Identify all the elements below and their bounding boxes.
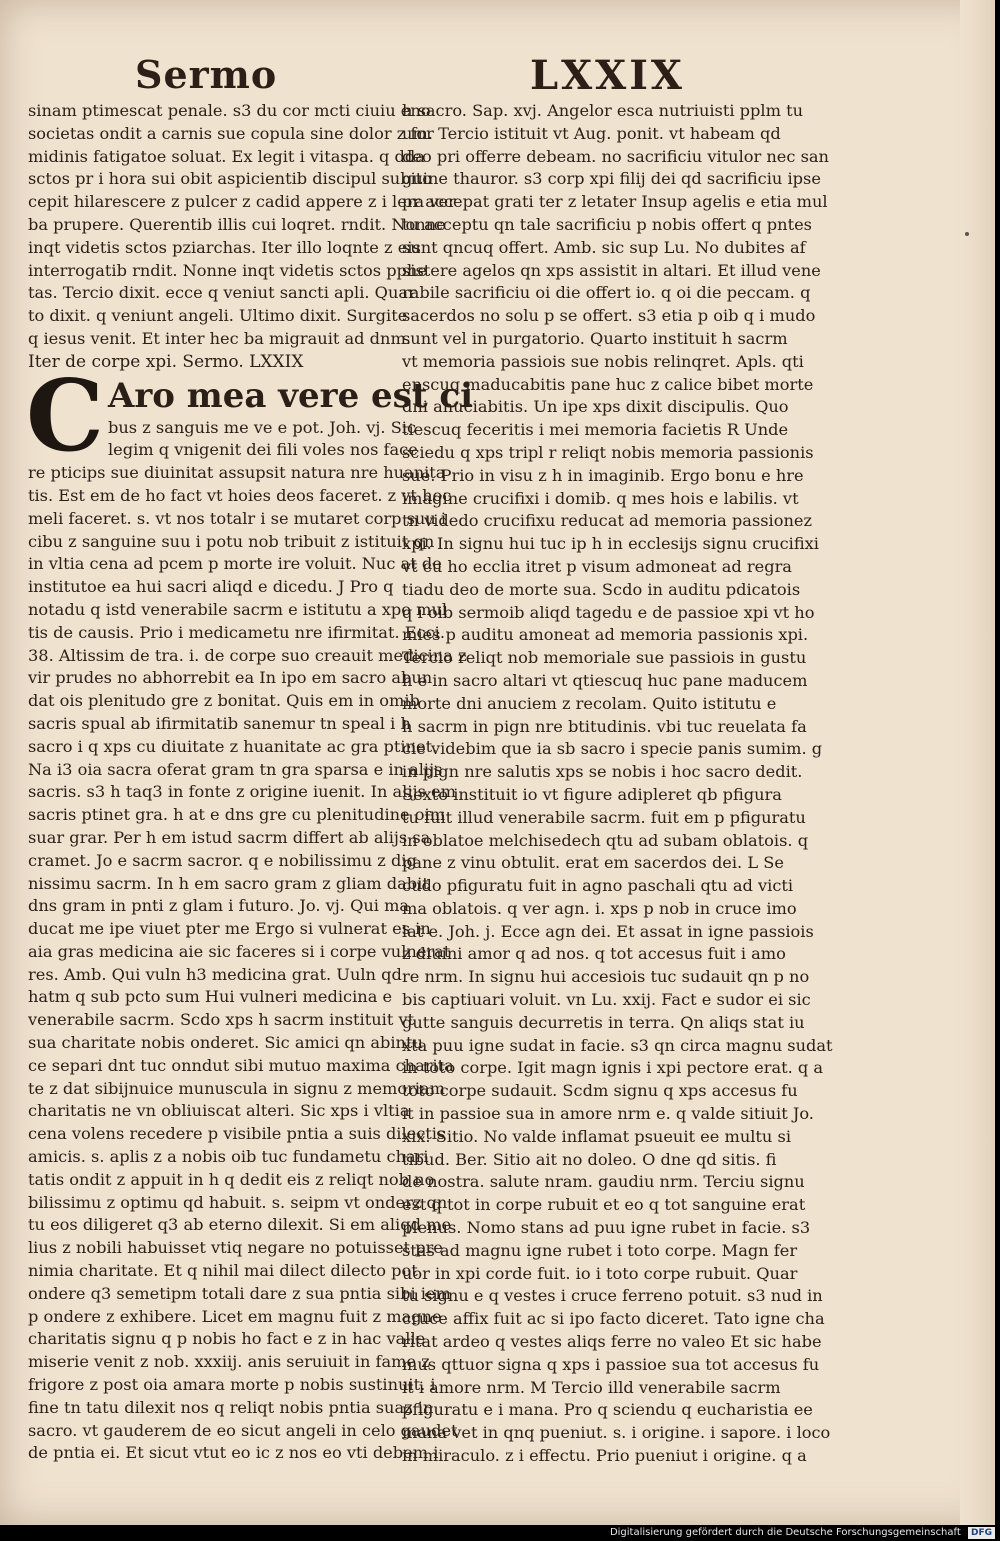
text-line: bis captiuari voluit. vn Lu. xxij. Fact e sudor ei sic	[402, 990, 811, 1010]
text-line: gutte sanguis decurretis in terra. Qn aliqs stat iu	[402, 1012, 805, 1032]
text-line: vt memoria passiois sue nobis relinqret. Apls. qti	[402, 351, 804, 371]
text-line: sacris ptinet gra. h at e dns gre cu plenitudine oim	[28, 805, 446, 825]
text-line: venerabile sacrm. Scdo xps h sacrm instituit vt	[28, 1010, 415, 1030]
text-line: ritat ardeo q vestes aliqs ferre no valeo Et sic habe	[402, 1332, 822, 1352]
running-head-left: Sermo	[135, 52, 278, 97]
text-line: h sacrm in pign nre btitudinis. vbi tuc reuelata fa	[402, 716, 807, 736]
text-line: pane z vinu obtulit. erat em sacerdos dei. L Se	[402, 853, 784, 873]
text-line: sacro i q xps cu diuitate z huanitate ac gra ptinet.	[28, 736, 438, 756]
text-line: charitatis signu q p nobis ho fact e z in hac valle	[28, 1329, 426, 1349]
text-line: societas ondit a carnis sue copula sine dolor z for	[28, 123, 434, 143]
text-line: it i amore nrm. M Tercio illd venerabile sacrm	[402, 1377, 781, 1397]
text-line: sue. Prio in visu z h in imaginib. Ergo bonu e hre	[402, 465, 804, 485]
text-line: pfiguratu e i mana. Pro q sciendu q eucharistia ee	[402, 1400, 813, 1420]
text-line: tu signu e q vestes i cruce ferreno potuit. s3 nud in	[402, 1286, 823, 1306]
text-line: te z dat sibijnuice munuscula in signu z memoriam	[28, 1078, 446, 1098]
page-edge	[960, 0, 995, 1525]
text-line: lius z nobili habuisset vtiq negare no potuisset pre	[28, 1238, 443, 1258]
text-line: toto corpe sudauit. Scdm signu q xps accesus fu	[402, 1081, 798, 1101]
left-text-column	[26, 100, 473, 1465]
text-line: meli faceret. s. vt nos totalr i se mutaret corp suu i	[28, 508, 447, 528]
text-line: nimia charitate. Et q nihil mai dilect dilecto pot	[28, 1261, 418, 1281]
text-line: xpi. In signu hui tuc ip h in ecclesijs signu crucifixi	[402, 534, 819, 554]
text-line: cibu z sanguine suu i potu nob tribuit z istituit qn	[28, 531, 435, 551]
text-line: Sexto instituit io vt figure adipleret qb pfigura	[402, 784, 782, 804]
text-line: nissimu sacrm. In h em sacro gram z gliam dabit	[28, 873, 429, 893]
text-line: rabile sacrificiu oi die offert io. q oi die peccam. q	[402, 283, 811, 303]
text-line: xix. Sitio. No valde inflamat psueuit ee multu si	[402, 1126, 791, 1146]
incipit-text: Aro mea vere est ci	[108, 375, 473, 416]
text-line: re pticips sue diuinitat assupsit natura nre huanita	[28, 463, 446, 483]
sermon-heading: Iter de corpe xpi. Sermo. LXXIX	[28, 351, 304, 372]
text-line: morte dni anuciem z recolam. Quito istitutu e	[402, 693, 777, 713]
text-line: bilissimu z optimu qd habuit. s. seipm vt onderz qn	[28, 1192, 448, 1212]
text-line: ce separi dnt tuc onndut sibi mutuo maxima charita	[28, 1055, 454, 1075]
text-line: vir prudes no abhorrebit ea In ipo em sacro abun	[28, 668, 433, 688]
text-line: in vltia cena ad pcem p morte ire voluit. Nuc at de	[28, 554, 442, 574]
text-line: tatis ondit z appuit in h q dedit eis z reliqt nob no	[28, 1169, 435, 1189]
text-line: sua charitate nobis onderet. Sic amici qn abintu	[28, 1033, 423, 1053]
text-line: p ondere z exhibere. Licet em magnu fuit z magne	[28, 1306, 442, 1326]
text-line: tibud. Ber. Sitio ait no doleo. O dne qd sitis. fi	[402, 1149, 777, 1169]
text-line: q iesus venit. Et inter hec ba migrauit ad dnm.	[28, 328, 411, 348]
text-line: sciedu q xps tripl r reliqt nobis memoria passionis	[402, 442, 814, 462]
text-line: mana vet in qnq pueniut. s. i origine. i sapore. i loco	[402, 1423, 831, 1443]
text-line: h e in sacro altari vt qtiescuq huc pane maducem	[402, 670, 808, 690]
text-line: cramet. Jo e sacrm sacror. q e nobilissimu z dig	[28, 850, 417, 870]
text-line: est q tot in corpe rubuit et eo q tot sanguine erat	[402, 1195, 806, 1215]
folio-number: LXXIX	[530, 52, 685, 99]
text-line: stas ad magnu igne rubet i toto corpe. Magn fer	[402, 1240, 798, 1260]
text-line: enscuq maducabitis pane huc z calice bibet morte	[402, 374, 814, 394]
text-line: vt cu ho ecclia itret p visum admoneat ad regra	[402, 556, 792, 576]
text-line: cepit hilarescere z pulcer z cadid appere z i lera ver	[28, 192, 456, 212]
text-line: tas. Tercio dixit. ecce q veniut sancti apli. Quar	[28, 283, 416, 303]
text-line: charitatis ne vn obliuiscat alteri. Sic xps i vltia	[28, 1101, 410, 1121]
text-line: interrogatib rndit. Nonne inqt videtis sctos pphe	[28, 260, 427, 280]
text-line: hatm q sub pcto sum Hui vulneri medicina e	[28, 987, 393, 1007]
text-line: uor in xpi corde fuit. io i toto corpe rubuit. Quar	[402, 1263, 798, 1283]
text-line: h sacro. Sap. xvj. Angelor esca nutriuisti pplm tu	[402, 101, 804, 120]
text-line: institutoe ea hui sacri aliqd e dicedu. J Pro q	[28, 577, 394, 597]
text-line: tiadu deo de morte sua. Scdo in auditu pdicatois	[402, 579, 801, 599]
text-line: tiescuq feceritis i mei memoria facietis R Unde	[402, 420, 789, 440]
text-line: in pign nre salutis xps se nobis i hoc sacro dedit.	[402, 762, 803, 782]
text-line: tu eos diligeret q3 ab eterno dilexit. Si em aliqd me	[28, 1215, 452, 1235]
text-line: cie videbim que ia sb sacro i specie panis sumim. g	[402, 739, 823, 759]
text-line: in toto corpe. Igit magn ignis i xpi pectore erat. q a	[402, 1058, 824, 1078]
text-line: inqt videtis sctos pziarchas. Iter illo loqnte z eis	[28, 237, 421, 257]
text-line: deo pri offerre debeam. no sacrificiu vitulor nec san	[402, 146, 829, 166]
text-line: legim q vnigenit dei fili voles nos face	[108, 440, 418, 460]
text-line: miserie venit z nob. xxxiij. anis seruiuit in fame z	[28, 1352, 430, 1372]
text-line: guine thauror. s3 corp xpi filij dei qd sacrificiu ipse	[402, 169, 821, 189]
text-line: xta puu igne sudat in facie. s3 qn circa magnu sudat	[402, 1035, 833, 1055]
text-line: notadu q istd venerabile sacrm e istitutu a xpo mul	[28, 599, 448, 619]
text-line: cudo pfiguratu fuit in agno paschali qtu ad victi	[402, 876, 794, 896]
text-line: in oblatoe melchisedech qtu ad subam oblatois. q	[402, 830, 809, 850]
text-line: res. Amb. Qui vuln h3 medicina grat. Uuln qd	[28, 964, 402, 984]
text-line: q i oib sermoib aliqd tagedu e de passioe xpi vt ho	[402, 602, 815, 622]
text-line: tn videdo crucifixu reducat ad memoria passionez	[402, 511, 813, 531]
text-line: bus z sanguis me ve e pot. Joh. vj. Sic	[108, 417, 417, 437]
text-line: amicis. s. aplis z a nobis oib tuc fundametu chari	[28, 1147, 429, 1167]
text-line: suar grar. Per h em istud sacrm differt ab alijs sa	[28, 827, 431, 847]
text-line: Na i3 oia sacra oferat gram tn gra sparsa e in alijs	[28, 759, 443, 779]
text-line: lat e. Joh. j. Ecce agn dei. Et assat in igne passiois	[402, 921, 814, 941]
text-line: ducat me ipe viuet pter me Ergo si vulnerat es in	[28, 919, 431, 939]
text-line: mus qttuor signa q xps i passioe sua tot accesus fu	[402, 1354, 820, 1374]
text-line: plenus. Nomo stans ad puu igne rubet in facie. s3	[402, 1218, 811, 1238]
text-line: dni anuciabitis. Un ipe xps dixit discipulis. Quo	[402, 397, 789, 417]
text-line: it in passioe sua in amore nrm e. q valde sitiuit Jo.	[402, 1104, 814, 1124]
text-line: de nostra. salute nram. gaudiu nrm. Terciu signu	[402, 1172, 805, 1192]
text-line: ondere q3 semetipm totali dare z sua pntia sibi iem	[28, 1283, 451, 1303]
text-line: tu acceptu qn tale sacrificiu p nobis offert q pntes	[402, 214, 812, 234]
text-line: midinis fatigatoe soluat. Ex legit i vitaspa. q dda	[28, 146, 425, 166]
text-line: in miraculo. z i effectu. Prio pueniut i origine. q a	[402, 1446, 807, 1466]
text-line: sistere agelos qn xps assistit in altari. Et illud vene	[402, 260, 821, 280]
text-line: aia gras medicina aie sic faceres si i corpe vulnerat	[28, 941, 451, 961]
text-line: frigore z post oia amara morte p nobis sustinuit. i	[28, 1375, 436, 1395]
text-line: ba prupere. Querentib illis cui loqret. rndit. Nonne	[28, 214, 446, 234]
dfg-logo: DFG	[968, 1527, 995, 1539]
text-line: z diuini amor q ad nos. q tot accesus fuit i amo	[402, 944, 786, 964]
text-line: dat ois plenitudo gre z bonitat. Quis em in omib	[28, 691, 420, 711]
text-line: sacro. vt gauderem de eo sicut angeli in celo gaudet	[28, 1420, 458, 1440]
text-line: to dixit. q veniunt angeli. Ultimo dixit. Surgite	[28, 306, 408, 326]
text-line: tis. Est em de ho fact vt hoies deos faceret. z vt hoc	[28, 485, 452, 505]
text-line: imagine crucifixi i domib. q mes hois e labilis. vt	[402, 488, 799, 508]
text-line: sinam ptimescat penale. s3 du cor mcti ciuiu eno	[28, 101, 431, 120]
text-line: Tercio reliqt nob memoriale sue passiois in gustu	[402, 648, 807, 668]
ink-spot	[965, 232, 969, 236]
text-line: tu fuit illud venerabile sacrm. fuit em p pfiguratu	[402, 807, 806, 827]
text-line: cruce affix fuit ac si ipo facto diceret. Tato igne cha	[402, 1309, 825, 1329]
text-line: pr accepat grati ter z letater Insup agelis e etia mul	[402, 192, 828, 212]
text-line: sctos pr i hora sui obit aspicientib discipul subito	[28, 169, 432, 189]
text-line: dns gram in pnti z glam i futuro. Jo. vj. Qui ma	[28, 896, 410, 916]
text-line: sacris spual ab ifirmitatib sanemur tn speal i h	[28, 713, 411, 733]
text-line: de pntia ei. Et sicut vtut eo ic z nos eo vti debem i	[28, 1443, 439, 1463]
decorated-initial: C	[26, 358, 104, 474]
text-line: sacerdos no solu p se offert. s3 etia p oib q i mudo	[402, 306, 816, 326]
text-line: 38. Altissim de tra. i. de corpe suo creauit medicina z	[28, 645, 467, 665]
right-text-column	[402, 100, 833, 1468]
text-line: tis de causis. Prio i medicametu nre ifirmitat. Ecci.	[28, 622, 446, 642]
text-line: um. Tercio istituit vt Aug. ponit. vt habeam qd	[402, 123, 781, 143]
digitization-credit	[600, 1527, 995, 1541]
text-line: sunt qncuq offert. Amb. sic sup Lu. No dubites af	[402, 237, 806, 257]
text-line: sunt vel in purgatorio. Quarto instituit h sacrm	[402, 328, 788, 348]
text-line: sacris. s3 h taq3 in fonte z origine iuenit. In alijs em	[28, 782, 456, 802]
credit-text: Digitalisierung gefördert durch die Deutsche Forschungsgemeinschaft	[609, 1527, 961, 1538]
text-line: re nrm. In signu hui accesiois tuc sudauit qn p no	[402, 967, 810, 987]
text-line: ma oblatois. q ver agn. i. xps p nob in cruce imo	[402, 898, 797, 918]
text-line: cena volens recedere p visibile pntia a suis dilectis	[28, 1124, 446, 1144]
text-line: mies p auditu amoneat ad memoria passionis xpi.	[402, 625, 809, 645]
text-line: fine tn tatu dilexit nos q reliqt nobis pntia suaz in	[28, 1397, 434, 1417]
